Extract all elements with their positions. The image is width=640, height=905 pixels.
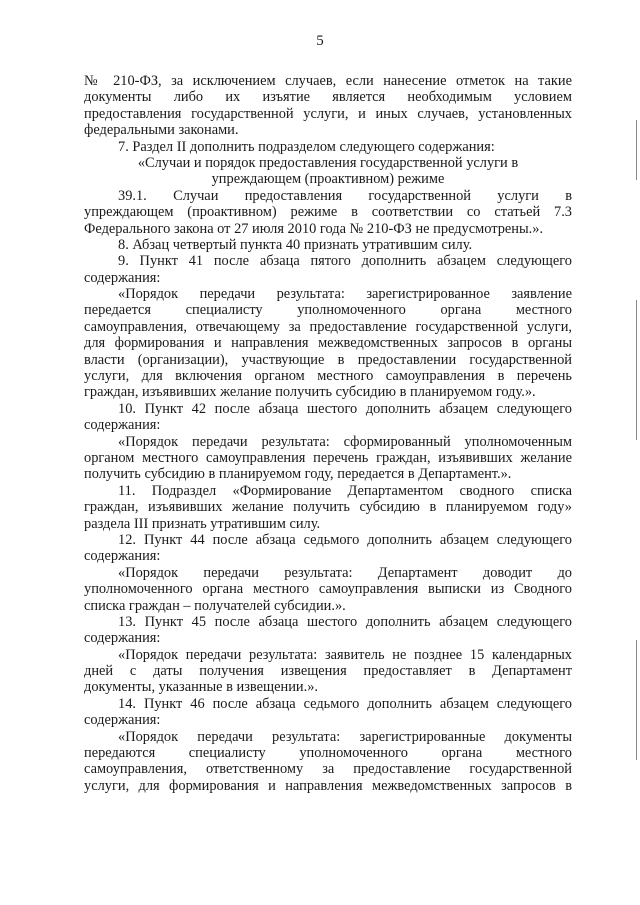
text-line: документы либо их изъятие является необходимым условием xyxy=(84,89,572,106)
text-line: самоуправления, ответственному за предоставление государственной xyxy=(84,761,572,778)
text-line: «Порядок передачи результата: зарегистрированные документы xyxy=(118,728,572,745)
text-line: содержания: xyxy=(84,269,161,286)
text-line: 14. Пункт 46 после абзаца седьмого дополнить абзацем следующего xyxy=(118,695,572,712)
text-line: упреждающем (проактивном) режиме xyxy=(211,171,445,188)
text-line: 12. Пункт 44 после абзаца седьмого дополнить абзацем следующего xyxy=(118,531,572,548)
scan-edge-mark xyxy=(636,640,637,760)
text-line: «Порядок передачи результата: зарегистрированное заявление xyxy=(118,286,572,303)
text-line: «Случаи и порядок предоставления государственной услуги в xyxy=(137,154,519,171)
text-line: содержания: xyxy=(84,630,161,647)
text-line: «Порядок передачи результата: сформированный уполномоченным xyxy=(118,433,572,450)
text-line: федеральными законами. xyxy=(84,122,239,139)
text-line: 8. Абзац четвертый пункта 40 признать утратившим силу. xyxy=(118,236,473,253)
document-body xyxy=(84,73,572,794)
text-line: получить субсидию в планируемом году, передается в Департамент.». xyxy=(84,466,512,483)
scan-edge-mark xyxy=(636,120,637,180)
text-line: 10. Пункт 42 после абзаца шестого дополнить абзацем следующего xyxy=(118,400,572,417)
text-line: списка граждан – получателей субсидии.». xyxy=(84,597,346,614)
text-line: раздела III признать утратившим силу. xyxy=(84,515,321,532)
text-line: граждан, изъявивших желание получить субсидию в планируемом году» xyxy=(84,499,572,516)
text-line: упреждающем (проактивном) режиме в соответствии со статьей 7.3 xyxy=(84,204,572,221)
text-line: уполномоченного органа местного самоуправления выписки из Сводного xyxy=(84,581,572,598)
text-line: № 210-ФЗ, за исключением случаев, если нанесение отметок на такие xyxy=(84,73,572,89)
text-line: «Порядок передачи результата: Департамент доводит до xyxy=(118,564,572,581)
text-line: содержания: xyxy=(84,712,161,729)
text-line: 11. Подраздел «Формирование Департаментом сводного списка xyxy=(118,482,572,499)
text-line: дней с даты получения извещения предоставляет в Департамент xyxy=(84,663,572,680)
text-line: 13. Пункт 45 после абзаца шестого дополнить абзацем следующего xyxy=(118,613,572,630)
text-line: предоставления государственной услуги, и иных случаев, установленных xyxy=(84,105,572,122)
text-line: органом местного самоуправления перечень граждан, изъявивших желание xyxy=(84,449,572,466)
page-number: 5 xyxy=(316,33,324,49)
scan-edge-mark xyxy=(636,300,637,440)
text-line: Федерального закона от 27 июля 2010 года № 210-ФЗ не предусмотрены.». xyxy=(84,220,544,237)
text-line: для формирования и направления межведомственных запросов в органы xyxy=(84,335,572,352)
text-line: граждан, изъявивших желание получить субсидию в планируемом году.». xyxy=(84,384,536,401)
text-line: содержания: xyxy=(84,417,161,434)
text-line: документы, указанные в извещении.». xyxy=(84,679,318,696)
text-line: «Порядок передачи результата: заявитель не позднее 15 календарных xyxy=(118,646,572,663)
text-line: передаются специалисту уполномоченного органа местного xyxy=(84,745,572,762)
text-line: 7. Раздел II дополнить подразделом следующего содержания: xyxy=(118,138,495,155)
text-line: 39.1. Случаи предоставления государственной услуги в xyxy=(118,187,572,204)
text-line: власти (организации), участвующие в предоставлении государственной xyxy=(84,351,572,368)
text-line: содержания: xyxy=(84,548,161,565)
text-line: передается специалисту уполномоченного органа местного xyxy=(84,302,572,319)
text-line: самоуправления, отвечающему за предоставление государственной услуги, xyxy=(84,318,572,335)
text-line: услуги, для включения органом местного самоуправления в перечень xyxy=(84,368,572,385)
text-line: услуги, для формирования и направления межведомственных запросов в xyxy=(84,777,572,794)
text-line: 9. Пункт 41 после абзаца пятого дополнить абзацем следующего xyxy=(118,253,572,270)
